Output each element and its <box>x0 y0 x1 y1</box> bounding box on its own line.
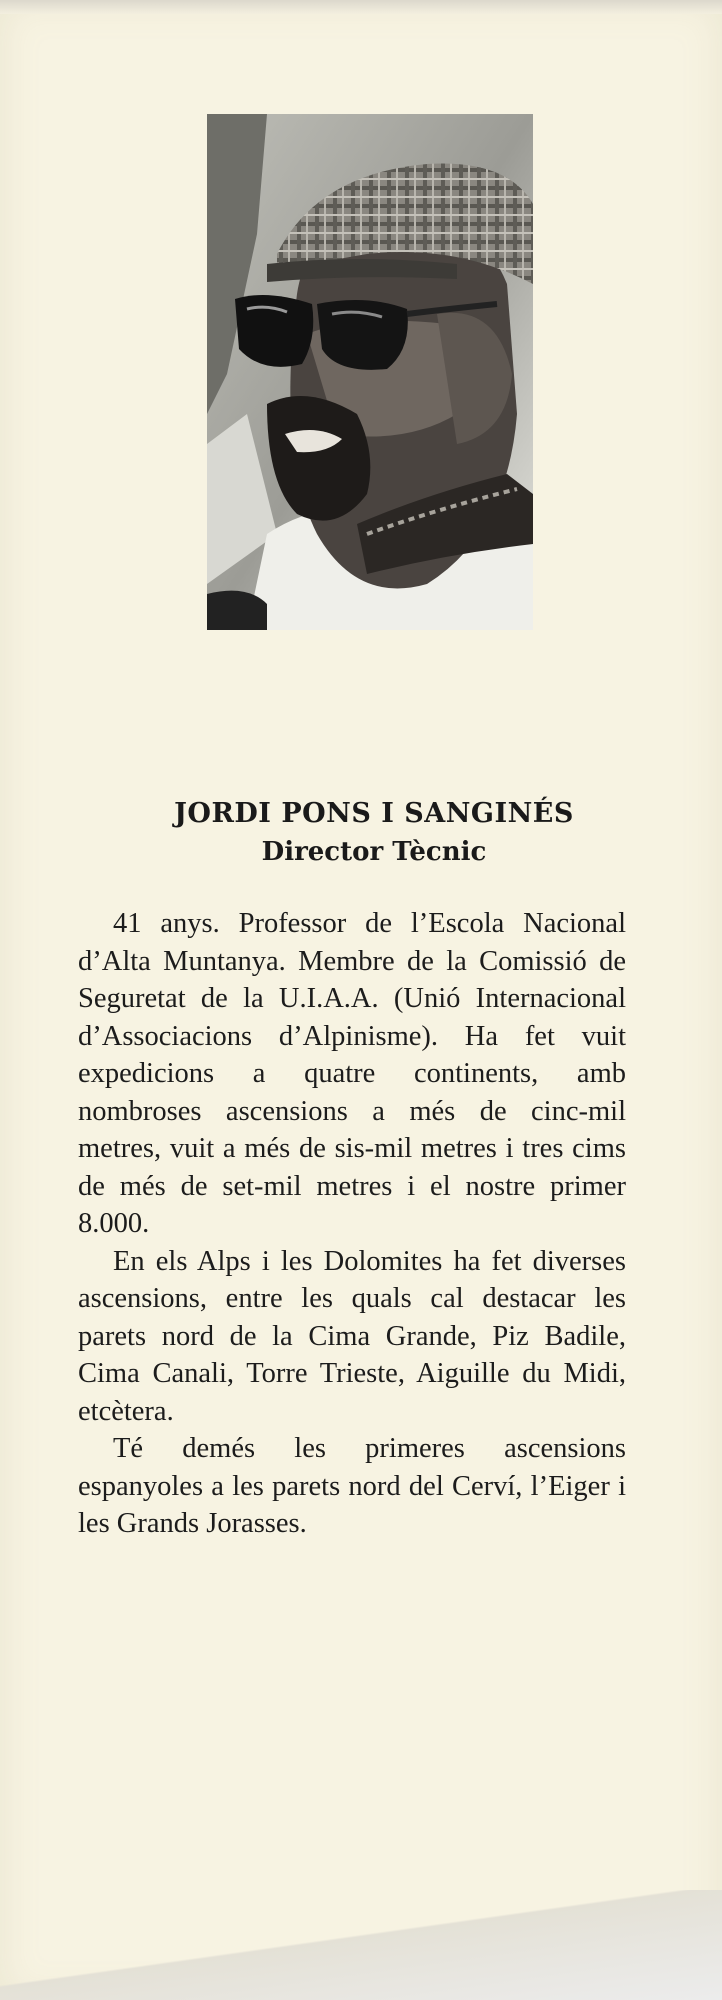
page-edge <box>0 0 722 14</box>
portrait-photo <box>207 114 533 630</box>
biography <box>78 905 626 1543</box>
bio-paragraph: Té demés les primeres ascensions espanyoles a les parets nord del Cerví, l’Eiger i les Grands Jorasses. <box>78 1433 626 1539</box>
bio-paragraph: 41 anys. Professor de l’Escola Nacional d’Alta Muntanya. Membre de la Comissió de Seguretat de la U.I.A.A. (Unió Internacional d’Associacions d’Alpinisme). Ha fet vuit expedicions a quatre continents, amb nombroses ascensions a més de cinc-mil metres, vuit a més de sis-mil metres i tres cims de més de set-mil metres i el nostre primer 8.000. <box>78 908 626 1239</box>
person-role: Director Tècnic <box>261 837 487 867</box>
caption <box>0 798 722 867</box>
bio-paragraph: En els Alps i les Dolomites ha fet diverses ascensions, entre les quals cal destacar les parets nord de la Cima Grande, Piz Badile, Cima Canali, Torre Trieste, Aiguille du Midi, etcètera. <box>78 1245 626 1427</box>
person-name: JORDI PONS I SANGINÉS <box>174 798 574 829</box>
portrait-photo-illustration <box>207 114 533 630</box>
page-edge-shadow <box>0 1890 722 2000</box>
